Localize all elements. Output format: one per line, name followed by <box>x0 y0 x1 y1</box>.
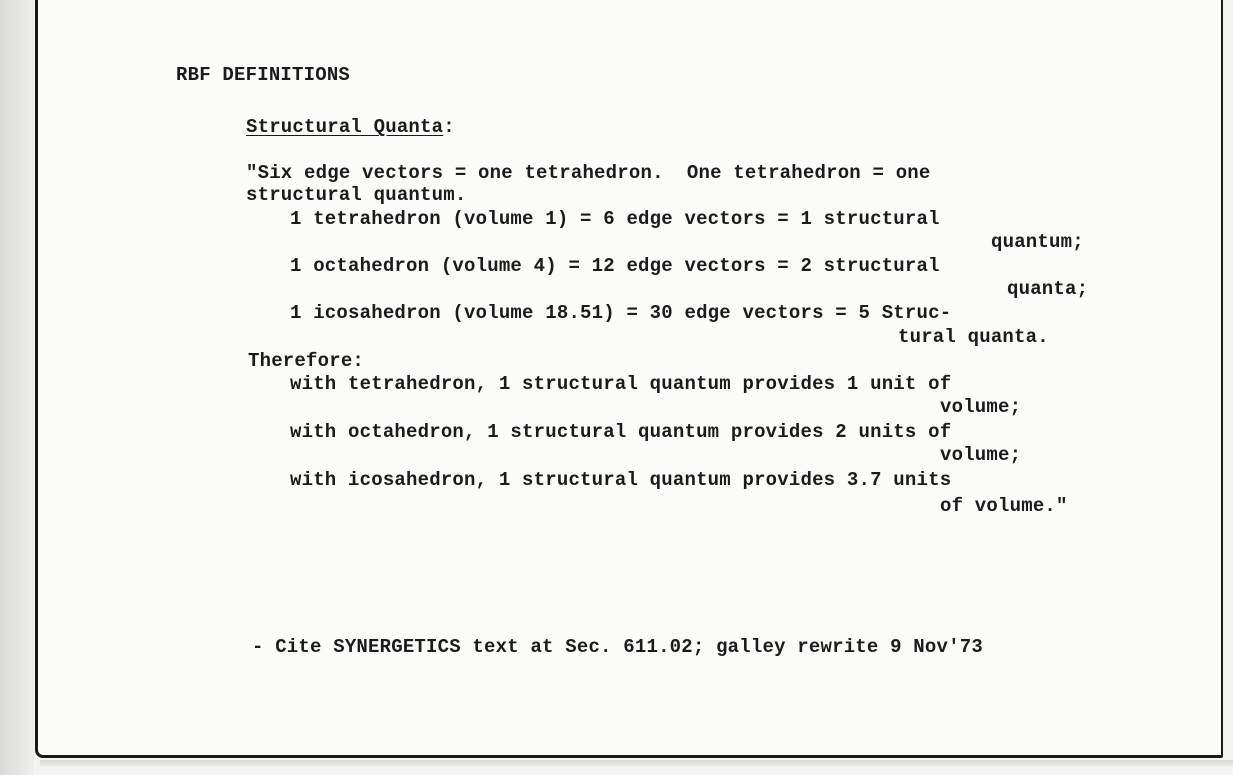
scan-margin <box>0 0 34 775</box>
quote-line-6: quanta; <box>1007 278 1089 300</box>
quote-line-2: structural quantum. <box>246 184 467 206</box>
quote-line-4: quantum; <box>991 231 1084 253</box>
therefore-line-5: with icosahedron, 1 structural quantum provides 3.7 units <box>290 469 952 491</box>
citation-line: - Cite SYNERGETICS text at Sec. 611.02; galley rewrite 9 Nov'73 <box>252 636 983 658</box>
section-heading <box>246 116 455 138</box>
section-title: Structural Quanta <box>246 116 444 138</box>
therefore-line-4: volume; <box>940 444 1022 466</box>
therefore-label: Therefore: <box>248 350 365 372</box>
therefore-line-6: of volume." <box>940 495 1068 517</box>
quote-line-7: 1 icosahedron (volume 18.51) = 30 edge vectors = 5 Struc- <box>290 302 952 324</box>
therefore-line-2: volume; <box>940 396 1022 418</box>
quote-line-8: tural quanta. <box>898 326 1049 348</box>
document-header: RBF DEFINITIONS <box>176 64 351 86</box>
quote-line-5: 1 octahedron (volume 4) = 12 edge vectors = 2 structural <box>290 255 940 277</box>
quote-line-1: "Six edge vectors = one tetrahedron. One tetrahedron = one <box>246 162 931 184</box>
quote-line-3: 1 tetrahedron (volume 1) = 6 edge vectors = 1 structural <box>290 208 940 230</box>
therefore-line-1: with tetrahedron, 1 structural quantum provides 1 unit of <box>290 373 952 395</box>
card-shadow <box>40 760 1233 766</box>
therefore-line-3: with octahedron, 1 structural quantum provides 2 units of <box>290 421 952 443</box>
section-colon: : <box>443 116 455 138</box>
